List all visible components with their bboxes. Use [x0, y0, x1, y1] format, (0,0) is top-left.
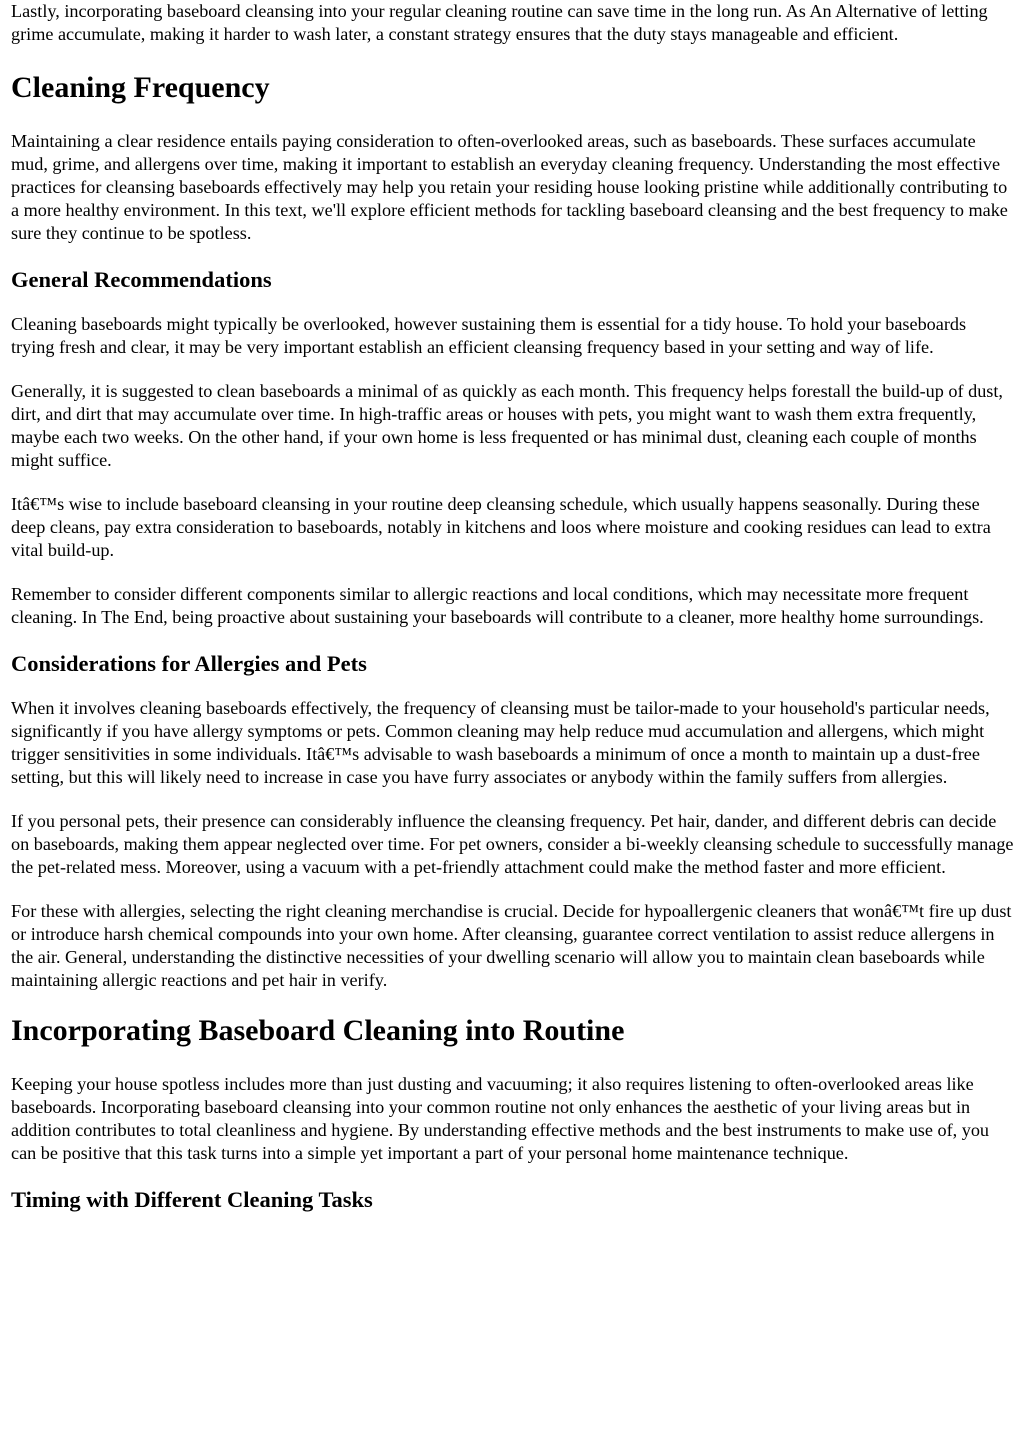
paragraph-general-recommendations-3: Itâ€™s wise to include baseboard cleansing in your routine deep cleansing schedule, which usually happens seasonally. During these deep cleans, pay extra consideration to baseboards, notably in kitchens and loos where moisture and cooking residues can lead to extra vital build-up. [11, 494, 991, 560]
paragraph-cleaning-frequency: Maintaining a clear residence entails paying consideration to often-overlooked areas, such as baseboards. These surfaces accumulate mud, grime, and allergens over time, making it important to establish an everyday cleaning frequency. Understanding the most effective practices for cleansing baseboards effectively may help you retain your residing house looking pristine while additionally contributing to a more healthy environment. In this text, we'll explore efficient methods for tackling baseboard cleansing and the best frequency to make sure they continue to be spotless. [11, 131, 1008, 243]
subheading-timing-with-tasks: Timing with Different Cleaning Tasks [11, 1187, 373, 1212]
paragraph-allergies-and-pets-3: For these with allergies, selecting the right cleaning merchandise is crucial. Decide for hypoallergenic cleaners that wonâ€™t fire up dust or introduce harsh chemical compounds into your own home. After cleansing, guarantee correct ventilation to assist reduce allergens in the air. General, understanding the distinctive necessities of your dwelling scenario will allow you to maintain clean baseboards while maintaining allergic reactions and pet hair in verify. [11, 901, 1012, 990]
section-heading-incorporating-routine: Incorporating Baseboard Cleaning into Routine [11, 1014, 625, 1047]
paragraph-general-recommendations-4: Remember to consider different components similar to allergic reactions and local conditions, which may necessitate more frequent cleaning. In The End, being proactive about sustaining your baseboards will contribute to a cleaner, more healthy home surroundings. [11, 584, 984, 627]
intro-paragraph: Lastly, incorporating baseboard cleansing into your regular cleaning routine can save time in the long run. As An Alternative of letting grime accumulate, making it harder to wash later, a constant strategy ensures that the duty stays manageable and efficient. [11, 1, 988, 44]
section-heading-cleaning-frequency: Cleaning Frequency [11, 71, 270, 104]
paragraph-general-recommendations-1: Cleaning baseboards might typically be overlooked, however sustaining them is essential for a tidy house. To hold your baseboards trying fresh and clear, it may be very important establish an efficient cleansing frequency based in your setting and way of life. [11, 314, 967, 357]
paragraph-allergies-and-pets-1: When it involves cleaning baseboards effectively, the frequency of cleansing must be tailor-made to your household's particular needs, significantly if you have allergy symptoms or pets. Common cleaning may help reduce mud accumulation and allergens, which might trigger sensitivities in some individuals. Itâ€™s advisable to wash baseboards a minimum of once a month to maintain up a dust-free setting, but this will likely need to increase in case you have furry associates or anybody within the family suffers from allergies. [11, 698, 990, 787]
paragraph-incorporating-routine: Keeping your house spotless includes more than just dusting and vacuuming; it also requires listening to often-overlooked areas like baseboards. Incorporating baseboard cleansing into your common routine not only enhances the aesthetic of your living areas but in addition contributes to total cleanliness and hygiene. By understanding effective methods and the best instruments to make use of, you can be positive that this task turns into a simple yet important a part of your personal home maintenance technique. [11, 1074, 990, 1163]
subheading-allergies-and-pets: Considerations for Allergies and Pets [11, 651, 367, 676]
paragraph-allergies-and-pets-2: If you personal pets, their presence can considerably influence the cleansing frequency. Pet hair, dander, and different debris can decide on baseboards, making them appear neglected over time. For pet owners, consider a bi-weekly cleansing schedule to successfully manage the pet-related mess. Moreover, using a vacuum with a pet-friendly attachment could make the method faster and more efficient. [11, 811, 1014, 877]
paragraph-general-recommendations-2: Generally, it is suggested to clean baseboards a minimal of as quickly as each month. This frequency helps forestall the build-up of dust, dirt, and dirt that may accumulate over time. In high-traffic areas or houses with pets, you might want to wash them extra frequently, maybe each two weeks. On the other hand, if your own home is less frequented or has minimal dust, cleaning each couple of months might suffice. [11, 381, 1003, 470]
subheading-general-recommendations: General Recommendations [11, 267, 272, 292]
